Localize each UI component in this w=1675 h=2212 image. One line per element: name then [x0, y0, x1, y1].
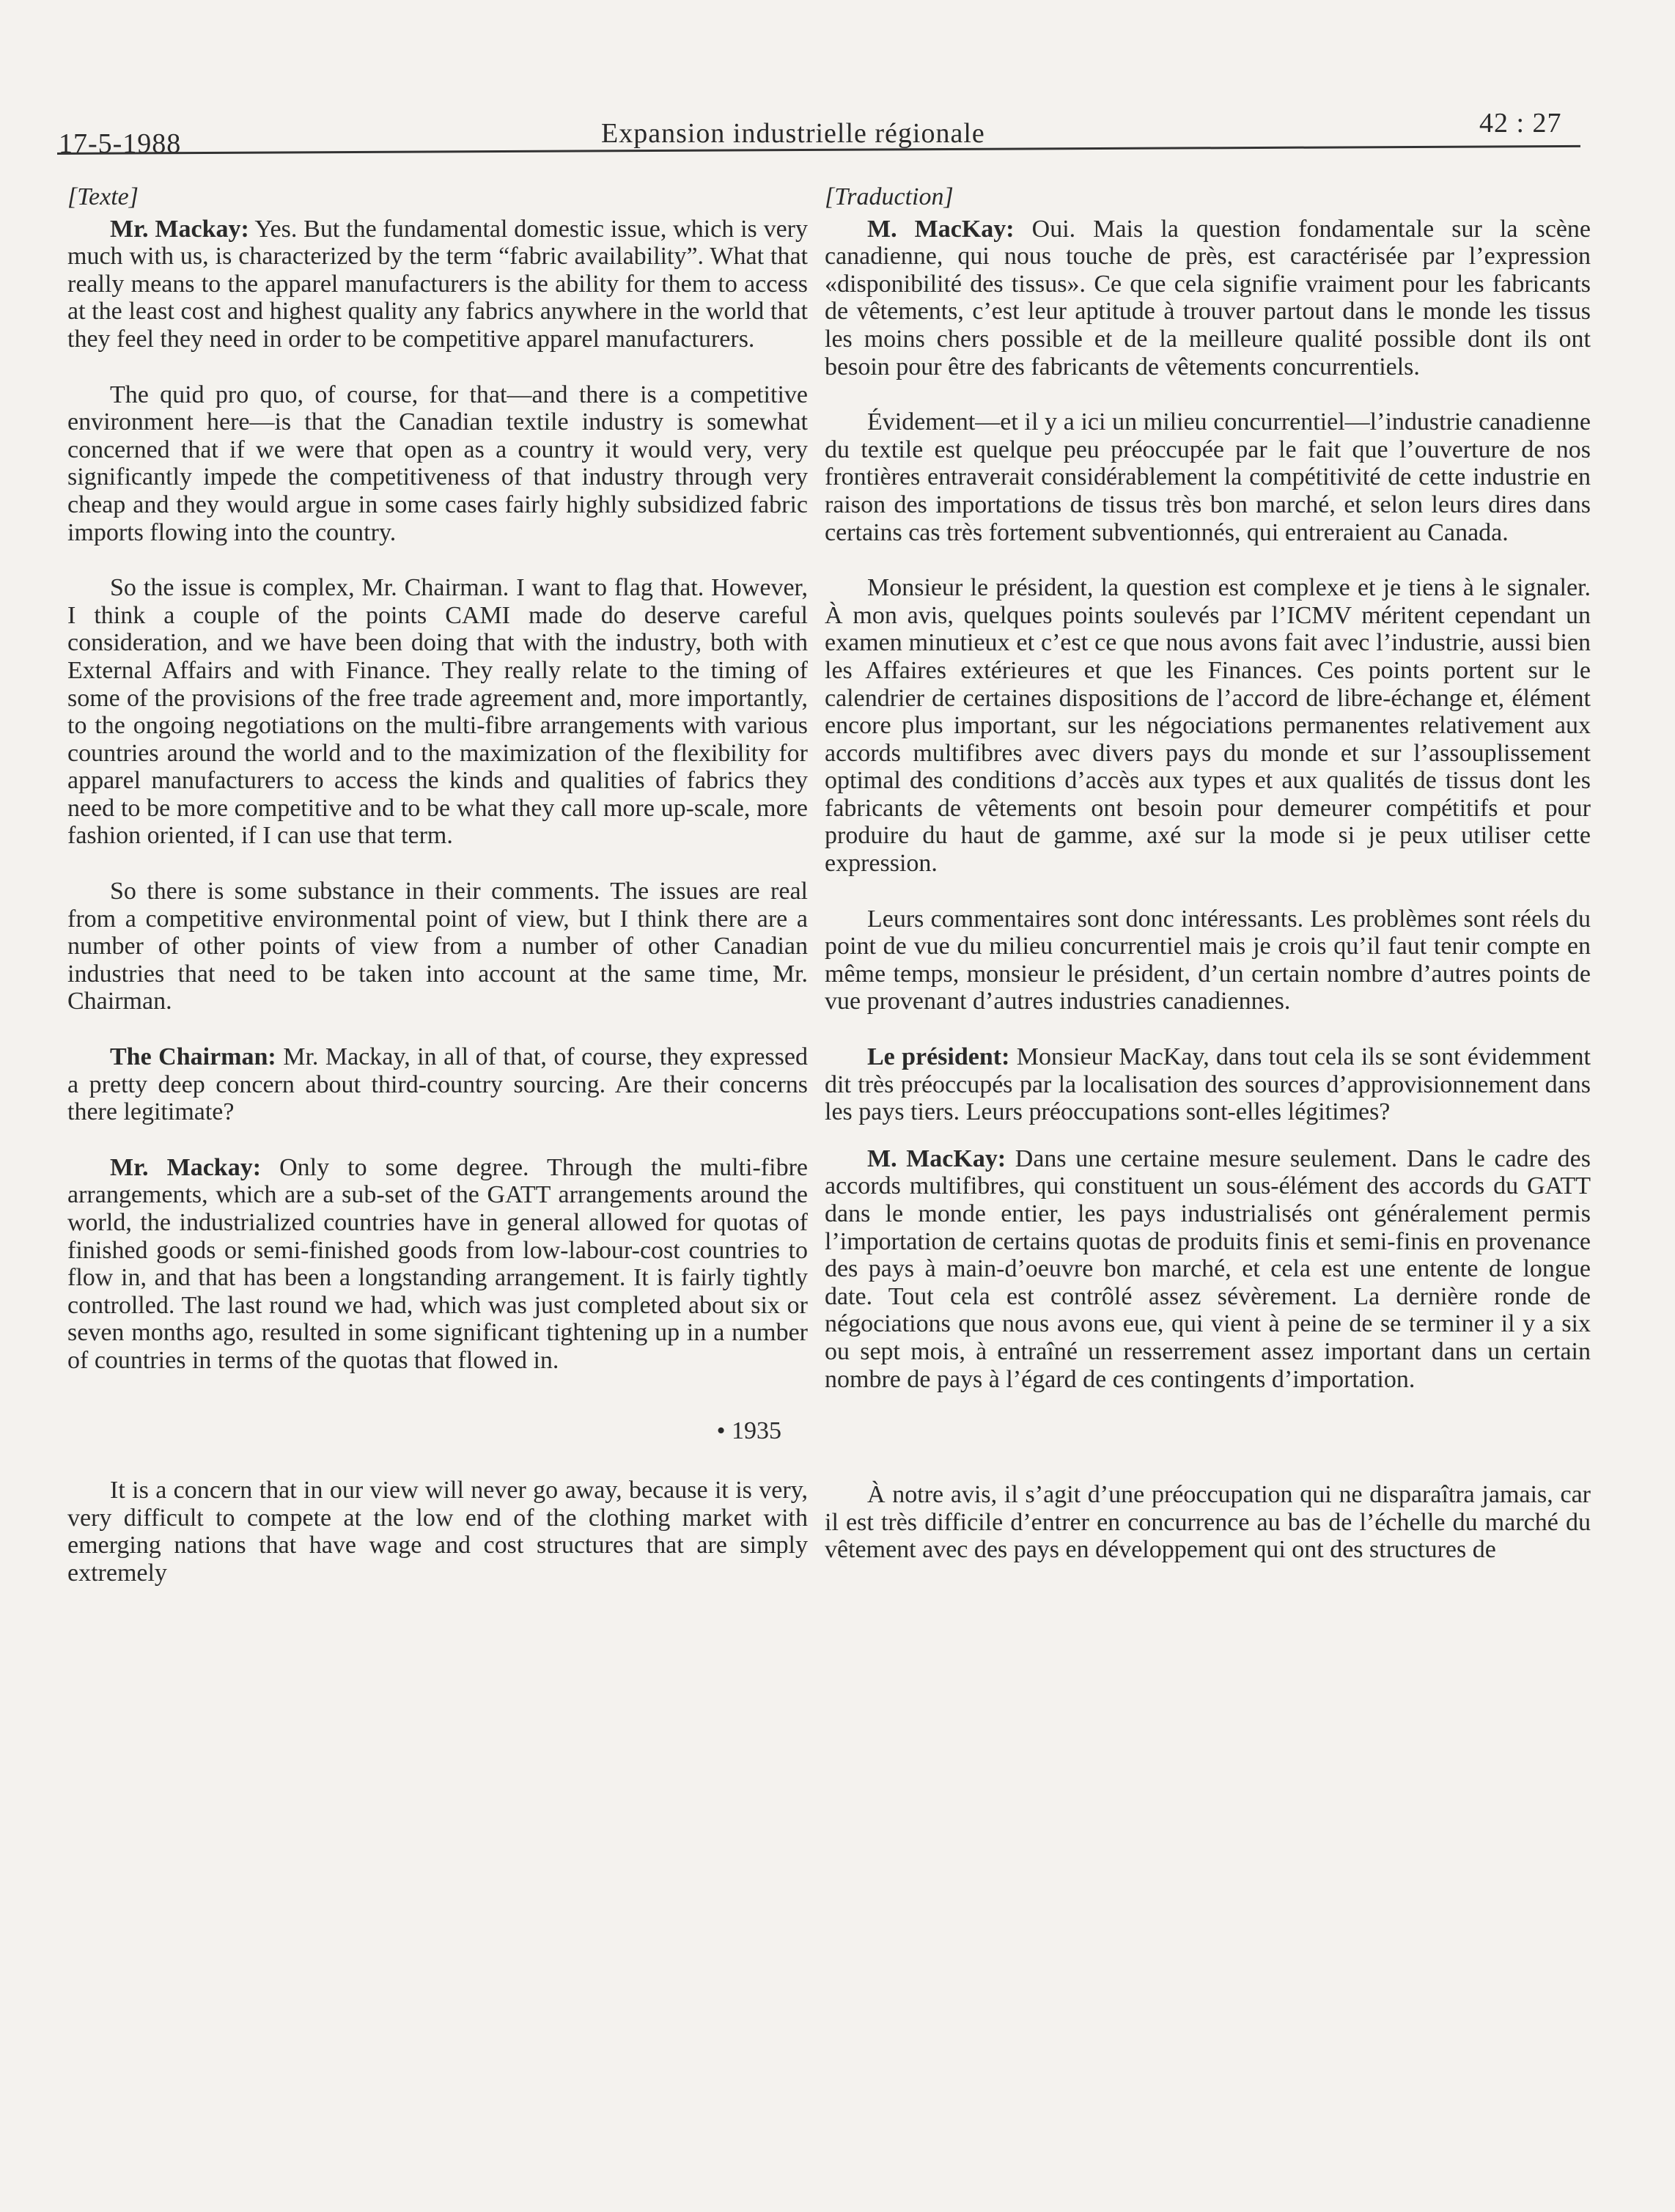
paragraph-text: Mr. Mackay, in all of that, of course, they expressed a pretty deep concern about third-country sourcing. Are their concerns there legitimate?	[67, 1043, 808, 1126]
column-label: [Traduction]	[825, 183, 954, 210]
header-page-number: 42 : 27	[1479, 108, 1562, 139]
column-label: [Texte]	[67, 183, 139, 210]
paragraph: So there is some substance in their comments. The issues are real from a competitive environmental point of view, but I think there are a number of other points of view from a number of other Canadian industries that need to be taken into account at the same time, Mr. Chairman.	[67, 878, 808, 1015]
speaker-name: Mr. Mackay:	[110, 215, 249, 243]
paragraph	[67, 1043, 808, 1126]
paragraph: Leurs commentaires sont donc intéressants. Les problèmes sont réels du point de vue du milieu concurrentiel mais je crois qu’il faut tenir compte en même temps, monsieur le président, d’un certain nombre d’autres points de vue provenant d’autres industries canadiennes.	[825, 905, 1591, 1015]
french-column	[825, 183, 1591, 1592]
speaker-name: M. MacKay:	[867, 215, 1015, 243]
paragraph	[825, 216, 1591, 381]
paragraph-text: Yes. But the fundamental domestic issue, which is very much with us, is characterized by the term “fabric availability”. What that really means to the apparel manufacturers is the ability for them to access at the least cost and highest quality any fabrics anywhere in the world that they feel they need in order to be competitive apparel manufacturers.	[67, 215, 808, 353]
paragraph	[825, 1043, 1591, 1126]
paragraph: The quid pro quo, of course, for that—and there is a competitive environment here—is that the Canadian textile industry is somewhat concerned that if we were that open as a country it would very, very significantly impede the competitiveness of that industry through very cheap and they would argue in some cases fairly highly subsidized fabric imports flowing into the country.	[67, 381, 808, 546]
paragraph-text: Monsieur MacKay, dans tout cela ils se sont évidemment dit très préoccupés par la localisation des sources d’approvisionnement dans les pays tiers. Leurs préoccupations sont-elles légitimes?	[825, 1043, 1591, 1126]
paragraph-text: Oui. Mais la question fondamentale sur la scène canadienne, qui nous touche de près, est caractérisée par l’expression «disponibilité des tissus». Ce que cela signifie vraiment pour les fabricants de vêtements, c’est leur aptitude à trouver partout dans le monde les tissus les moins chers possible et de la meilleure qualité possible dont ils ont besoin pour être des fabricants de vêtements concurrentiels.	[825, 215, 1591, 381]
paragraph-text: Dans une certaine mesure seulement. Dans le cadre des accords multifibres, qui constituent un sous-élément des accords du GATT dans le monde entier, les pays industrialisés ont généralement permis l’importation de certains quotas de produits finis et semi-finis en provenance des pays à main-d’oeuvre bon marché, et cela est une entente de longue date. Tout cela est contrôlé assez sévèrement. La dernière ronde de négociations que nous avons eue, qui vient à peine de se terminer il y a six ou sept mois, à entraîné un resserrement assez important dans un certain nombre de pays à l’égard de ces contingents d’importation.	[825, 1144, 1591, 1393]
header-title: Expansion industrielle régionale	[601, 118, 985, 149]
speaker-name: Mr. Mackay:	[110, 1153, 262, 1181]
speaker-name: M. MacKay:	[867, 1144, 1006, 1172]
paragraph: À notre avis, il s’agit d’une préoccupation qui ne disparaîtra jamais, car il est très difficile d’entrer en concurrence au bas de l’échelle du marché du vêtement avec des pays en développement qui ont des structures de	[825, 1481, 1591, 1564]
paragraph: Monsieur le président, la question est complexe et je tiens à le signaler. À mon avis, quelques points soulevés par l’ICMV méritent cependant un examen minutieux et c’est ce que nous avons fait avec l’industrie, aussi bien les Affaires extérieures et que les Finances. Ces points portent sur le calendrier de certaines dispositions de l’accord de libre-échange et, élément encore plus important, sur les négociations permanentes relativement aux accords multifibres avec divers pays du monde et sur l’assouplissement optimal des conditions d’accès aux types et aux qualités de tissus dont les fabricants de vêtements ont besoin pour demeurer compétitifs et pour produire du haut de gamme, axé sur la mode si je peux utiliser cette expression.	[825, 574, 1591, 878]
paragraph-text: Only to some degree. Through the multi-fibre arrangements, which are a sub-set of the GATT arrangements around the world, the industrialized countries have in general allowed for quotas of finished goods or semi-finished goods from low-labour-cost countries to flow in, and that has been a longstanding arrangement. It is fairly tightly controlled. The last round we had, which was just completed about six or seven months ago, resulted in some significant tightening up in a number of countries in terms of the quotas that flowed in.	[67, 1153, 808, 1374]
speaker-name: The Chairman:	[110, 1043, 276, 1071]
paragraph: Évidement—et il y a ici un milieu concurrentiel—l’industrie canadienne du textile est quelque peu préoccupée par le fait que l’ouverture de nos frontières entraverait considérablement la compétitivité de cette industrie en raison des importations de tissus très bon marché, et selon leurs dires dans certains cas très fortement subventionnés, qui entreraient au Canada.	[825, 408, 1591, 546]
paragraph	[67, 216, 808, 353]
english-column	[67, 183, 808, 1615]
speaker-name: Le président:	[867, 1043, 1010, 1071]
paragraph	[825, 1145, 1591, 1393]
paragraph	[67, 1154, 808, 1375]
paragraph: It is a concern that in our view will never go away, because it is very, very difficult to compete at the low end of the clothing market with emerging nations that have wage and cost structures that are simply extremely	[67, 1477, 808, 1587]
paragraph: So the issue is complex, Mr. Chairman. I want to flag that. However, I think a couple of the points CAMI made do deserve careful consideration, and we have been doing that with the industry, both with External Affairs and with Finance. They really relate to the timing of some of the provisions of the free trade agreement and, more importantly, to the ongoing negotiations on the multi-fibre arrangements with various countries around the world and to the maximization of the flexibility for apparel manufacturers to access the kinds and qualities of fabrics they need to be more competitive and to be what they call more up-scale, more fashion oriented, if I can use that term.	[67, 574, 808, 850]
timestamp: • 1935	[716, 1417, 781, 1444]
header-date: 17-5-1988	[59, 128, 182, 159]
